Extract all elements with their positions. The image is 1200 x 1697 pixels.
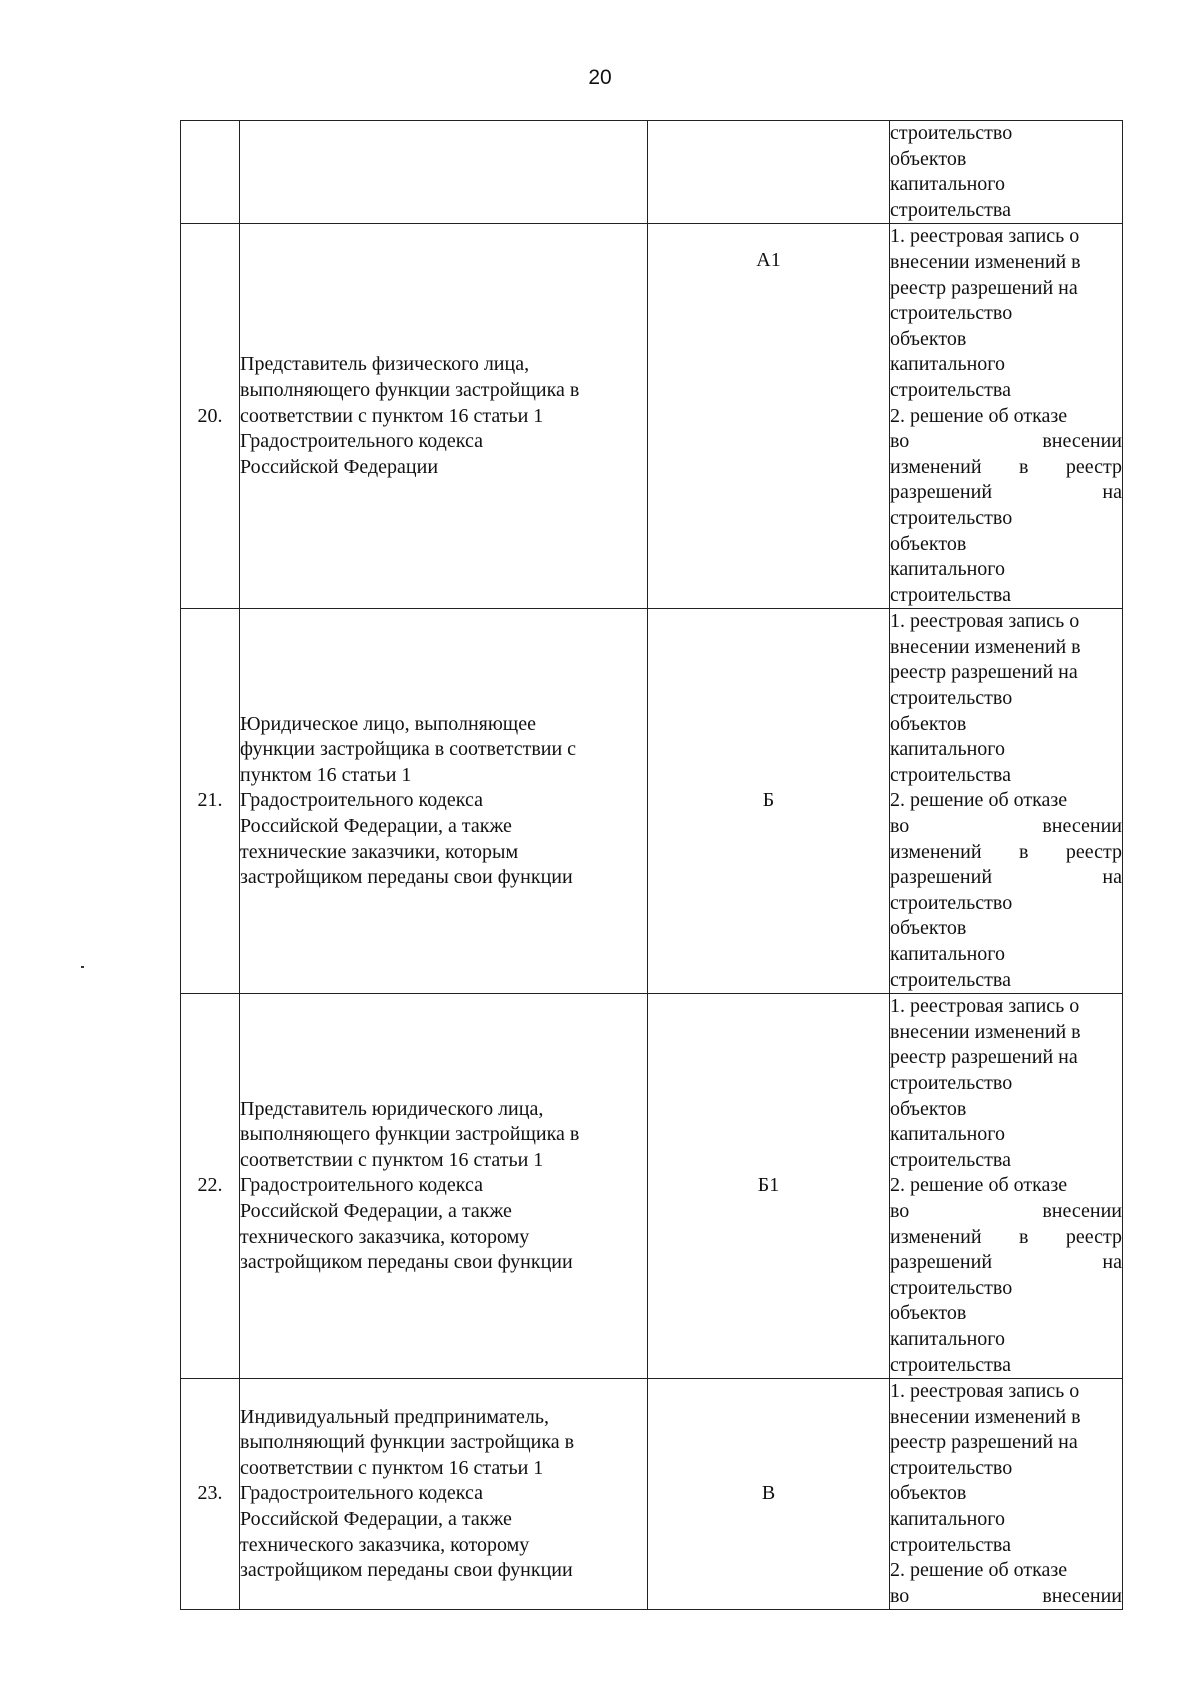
category-line: Российской Федерации, а также [240,1508,512,1531]
word: во [890,1584,910,1607]
result-line: объектов [890,147,967,170]
applicant-category [240,609,648,994]
service-result [890,1379,1123,1610]
variant-code: В [648,1379,890,1610]
category-line: Индивидуальный предприниматель, [240,1405,549,1428]
result-line [890,429,1122,455]
word: во [890,430,910,453]
category-line: выполняющий функции застройщика в [240,1431,575,1454]
result-line: реестр разрешений на [890,661,1078,684]
result-line: строительство [890,687,1013,710]
result-line: капитального [890,173,1005,196]
result-line [890,455,1122,481]
scan-mark [81,966,84,968]
result-line: реестр разрешений на [890,276,1078,299]
applicant-category [240,121,648,224]
category-line: функции застройщика в соответствии с [240,738,577,761]
row-number: 23. [181,1379,240,1610]
page-number: 20 [588,66,612,89]
word: разрешений [890,481,993,504]
result-line: внесении изменений в [890,635,1081,658]
variant-code [648,121,890,224]
word: внесении [1042,1584,1122,1607]
result-line: капитального [890,738,1005,761]
result-line: капитального [890,1123,1005,1146]
word: внесении [1042,430,1122,453]
result-line: строительства [890,378,1011,401]
result-line: строительство [890,891,1013,914]
result-line: объектов [890,1302,967,1325]
word: в [1018,840,1029,863]
result-line: строительство [890,1071,1013,1094]
table-row [181,609,1123,994]
word: внесении [1042,1199,1122,1222]
service-result [890,609,1123,994]
services-table [180,120,1123,1610]
result-line: внесении изменений в [890,1405,1081,1428]
result-line: капитального [890,1327,1005,1350]
row-number: 22. [181,994,240,1379]
result-line: объектов [890,532,967,555]
category-line: выполняющего функции застройщика в [240,378,580,401]
category-line: Градостроительного кодекса [240,430,483,453]
word: во [890,1199,910,1222]
row-number: 20. [181,224,240,609]
result-line: капитального [890,1508,1005,1531]
category-line: пунктом 16 статьи 1 [240,763,412,786]
word: разрешений [890,866,993,889]
word: на [1102,866,1122,889]
result-line: 2. решение об отказе [890,404,1068,427]
result-line: 2. решение об отказе [890,789,1068,812]
result-line: 1. реестровая запись о [890,225,1080,248]
word: в [1018,455,1029,478]
variant-code: Б [648,609,890,994]
result-line: объектов [890,327,967,350]
category-line: Представитель юридического лица, [240,1097,544,1120]
category-line: Российской Федерации, а также [240,1199,512,1222]
category-line: технического заказчика, которому [240,1533,530,1556]
table-row [181,1379,1123,1610]
result-line: строительство [890,122,1013,144]
result-line: строительства [890,198,1011,221]
category-line: Представитель физического лица, [240,353,530,376]
result-line: строительство [890,302,1013,325]
category-line: Юридическое лицо, выполняющее [240,712,536,735]
applicant-category [240,224,648,609]
result-line: объектов [890,1482,967,1505]
category-line: застройщиком переданы свои функции [240,1559,573,1582]
category-line: Градостроительного кодекса [240,789,483,812]
service-result [890,994,1123,1379]
result-line: объектов [890,917,967,940]
variant-code: Б1 [648,994,890,1379]
result-line: 1. реестровая запись о [890,610,1080,633]
row-number: 21. [181,609,240,994]
result-line: объектов [890,1097,967,1120]
service-result [890,121,1123,224]
result-line: строительства [890,1353,1011,1376]
result-line: 1. реестровая запись о [890,1380,1080,1403]
result-line: объектов [890,712,967,735]
result-line [890,865,1122,891]
word: реестр [1065,455,1122,478]
category-line: соответствии с пунктом 16 статьи 1 [240,1148,544,1171]
category-line: Градостроительного кодекса [240,1482,483,1505]
result-line: внесении изменений в [890,250,1081,273]
category-line: соответствии с пунктом 16 статьи 1 [240,404,544,427]
result-line: 2. решение об отказе [890,1174,1068,1197]
result-line: строительство [890,1456,1013,1479]
result-line: строительства [890,583,1011,606]
result-line: капитального [890,353,1005,376]
result-line: строительства [890,1148,1011,1171]
category-line: Градостроительного кодекса [240,1174,483,1197]
category-line: технические заказчики, которым [240,840,519,863]
result-line: строительство [890,506,1013,529]
result-line [890,480,1122,506]
word: на [1102,1251,1122,1274]
result-line [890,814,1122,840]
word: разрешений [890,1251,993,1274]
word: во [890,815,910,838]
service-result [890,224,1123,609]
result-line: строительства [890,763,1011,786]
result-line [890,1584,1122,1610]
result-line: капитального [890,558,1005,581]
table-row [181,224,1123,609]
word: на [1102,481,1122,504]
result-line: капитального [890,943,1005,965]
table-row [181,121,1123,224]
applicant-category [240,1379,648,1610]
result-line: строительства [890,968,1011,991]
applicant-category [240,994,648,1379]
result-line [890,1225,1122,1251]
word: внесении [1042,815,1122,838]
result-line [890,840,1122,866]
result-line: реестр разрешений на [890,1431,1078,1454]
result-line: строительства [890,1533,1011,1556]
result-line: строительство [890,1276,1013,1299]
word: реестр [1065,840,1122,863]
category-line: выполняющего функции застройщика в [240,1123,580,1146]
row-number [181,121,240,224]
category-line: застройщиком переданы свои функции [240,866,573,889]
table-body [181,121,1123,1610]
word: изменений [890,840,982,863]
category-line: соответствии с пунктом 16 статьи 1 [240,1456,544,1479]
result-line [890,1250,1122,1276]
variant-code: А1 [648,224,890,609]
word: в [1018,1225,1029,1248]
category-line: Российской Федерации [240,455,439,478]
word: изменений [890,455,982,478]
result-line: 2. решение об отказе [890,1559,1068,1582]
result-line: реестр разрешений на [890,1046,1078,1069]
category-line: технического заказчика, которому [240,1225,530,1248]
word: изменений [890,1225,982,1248]
result-line: внесении изменений в [890,1020,1081,1043]
category-line: Российской Федерации, а также [240,815,512,838]
result-line [890,1199,1122,1225]
word: реестр [1065,1225,1122,1248]
category-line: застройщиком переданы свои функции [240,1251,573,1274]
table-row [181,994,1123,1379]
result-line: 1. реестровая запись о [890,995,1080,1018]
